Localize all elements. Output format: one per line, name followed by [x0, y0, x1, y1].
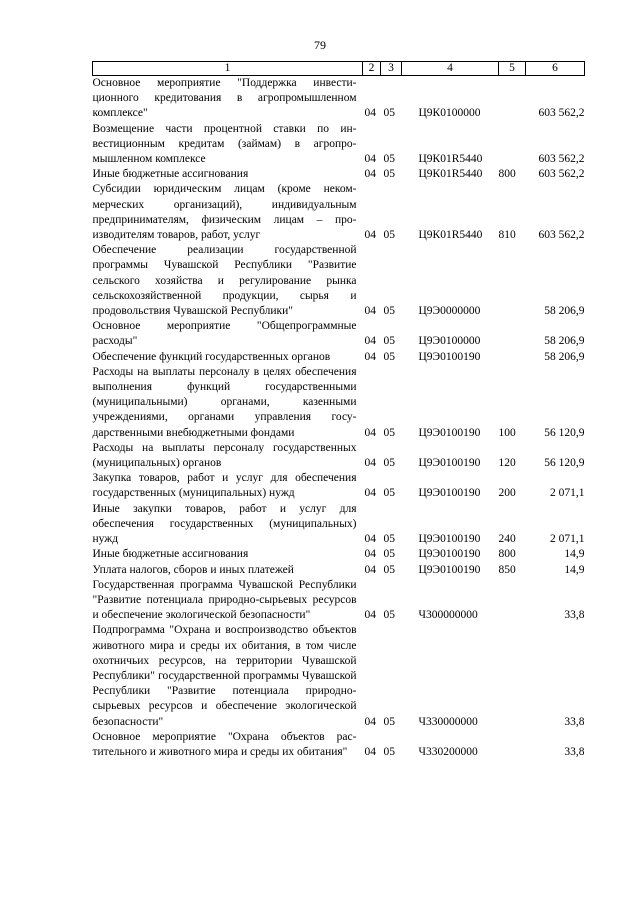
row-target-article: Ч300000000 — [418, 609, 478, 622]
row-amount: 33,8 — [564, 745, 585, 758]
row-subsection: 05 — [383, 609, 395, 622]
row-target-article: Ц9Э0100000 — [418, 335, 481, 348]
row-section: 04 — [364, 335, 376, 348]
table-row — [93, 76, 585, 122]
row-subsection: 05 — [383, 533, 395, 546]
row-expense-type — [499, 319, 526, 349]
row-target-article: Ц9Э0100190 — [418, 426, 481, 439]
row-name: Иные бюджетные ассигнования — [92, 168, 249, 181]
row-target-article: Ц9Э0100190 — [418, 563, 481, 576]
row-expense-type: 850 — [498, 563, 516, 576]
row-amount: 603 562,2 — [538, 107, 585, 120]
row-amount: 603 562,2 — [538, 168, 585, 181]
table-row — [93, 502, 585, 548]
header-cell-subsection: 3 — [381, 62, 402, 76]
row-expense-type — [499, 243, 526, 319]
row-subsection: 05 — [383, 335, 395, 348]
row-amount: 58 206,9 — [544, 335, 585, 348]
table-row — [93, 167, 585, 182]
row-section: 04 — [364, 350, 376, 363]
row-amount: 2 071,1 — [550, 533, 585, 546]
row-expense-type — [499, 623, 526, 729]
row-expense-type: 800 — [498, 168, 516, 181]
row-name: Подпрограмма "Охрана и воспроизводство объектов животного мира и среды их обитания, в том числе охотничьих ресурсов, на территории Чувашской Республики" государственной программы Чувашской Республики "Развитие потенциала природно-сырьевых ресурсов и обеспечение экологической безопасности" — [92, 624, 357, 728]
row-subsection: 05 — [383, 745, 395, 758]
row-name: Обеспечение функций государственных органов — [92, 350, 331, 363]
page-number: 79 — [314, 38, 326, 52]
row-name: Основное мероприятие "Охрана объектов растительного и животного мира и среды их обитания" — [92, 730, 357, 758]
row-amount: 603 562,2 — [538, 153, 585, 166]
row-subsection: 05 — [383, 305, 395, 318]
row-name: Возмещение части процентной ставки по инвестиционным кредитам (займам) в агропромышленном комплексе — [92, 122, 357, 166]
row-target-article: Ц9К01R5440 — [418, 229, 483, 242]
row-amount: 58 206,9 — [544, 305, 585, 318]
row-target-article: Ч330200000 — [418, 745, 478, 758]
row-expense-type: 100 — [498, 426, 516, 439]
table-row — [93, 365, 585, 441]
row-section: 04 — [364, 715, 376, 728]
row-subsection: 05 — [383, 229, 395, 242]
row-section: 04 — [364, 533, 376, 546]
row-subsection: 05 — [383, 350, 395, 363]
row-name: Основное мероприятие "Поддержка инвестиционного кредитования в агропромышленном комплексе" — [92, 77, 357, 120]
header-cell-expense-type: 5 — [499, 62, 526, 76]
row-target-article: Ц9К01R5440 — [418, 153, 483, 166]
row-subsection: 05 — [383, 426, 395, 439]
row-subsection: 05 — [383, 107, 395, 120]
row-target-article: Ц9Э0000000 — [418, 305, 481, 318]
table-row — [93, 350, 585, 365]
row-name: Основное мероприятие "Общепрограммные расходы" — [92, 320, 357, 348]
row-target-article: Ч330000000 — [418, 715, 478, 728]
row-name: Государственная программа Чувашской Республики "Развитие потенциала природно-сырьевых ресурсов и обеспечение экологической безопасности" — [92, 578, 357, 622]
row-target-article: Ц9Э0100190 — [418, 548, 481, 561]
row-expense-type: 800 — [498, 548, 516, 561]
row-subsection: 05 — [383, 153, 395, 166]
row-subsection: 05 — [383, 487, 395, 500]
budget-table — [92, 61, 585, 760]
row-subsection: 05 — [383, 548, 395, 561]
row-subsection: 05 — [383, 168, 395, 181]
row-name: Расходы на выплаты персоналу государственных (муниципальных) органов — [92, 441, 357, 470]
header-cell-amount: 6 — [526, 62, 585, 76]
row-expense-type: 200 — [498, 487, 516, 500]
table-row — [93, 730, 585, 760]
row-amount: 56 120,9 — [544, 457, 585, 470]
row-section: 04 — [364, 487, 376, 500]
row-amount: 33,8 — [564, 609, 585, 622]
row-expense-type: 120 — [498, 457, 516, 470]
row-expense-type — [499, 350, 526, 365]
row-section: 04 — [364, 426, 376, 439]
row-section: 04 — [364, 457, 376, 470]
row-expense-type — [499, 578, 526, 624]
row-target-article: Ц9Э0100190 — [418, 533, 481, 546]
row-section: 04 — [364, 107, 376, 120]
row-target-article: Ц9Э0100190 — [418, 350, 481, 363]
row-expense-type — [499, 122, 526, 168]
row-expense-type — [499, 730, 526, 760]
row-target-article: Ц9Э0100190 — [418, 457, 481, 470]
row-expense-type: 810 — [498, 229, 516, 242]
table-row — [93, 441, 585, 471]
row-subsection: 05 — [383, 563, 395, 576]
row-amount: 2 071,1 — [550, 487, 585, 500]
row-subsection: 05 — [383, 715, 395, 728]
row-target-article: Ц9Э0100190 — [418, 487, 481, 500]
header-cell-name: 1 — [93, 62, 363, 76]
row-section: 04 — [364, 745, 376, 758]
row-name: Иные бюджетные ассигнования — [92, 548, 249, 561]
row-subsection: 05 — [383, 457, 395, 470]
header-cell-section: 2 — [363, 62, 381, 76]
table-row — [93, 182, 585, 243]
table-row — [93, 623, 585, 729]
row-amount: 603 562,2 — [538, 229, 585, 242]
row-name: Расходы на выплаты персоналу в целях обеспечения выполнения функций государственными (муниципальными) органами, казенными учреждениями, органами управления государственными внебюджетными фондами — [92, 365, 357, 439]
row-section: 04 — [364, 168, 376, 181]
row-section: 04 — [364, 305, 376, 318]
table-row — [93, 243, 585, 319]
row-section: 04 — [364, 548, 376, 561]
row-name: Обеспечение реализации государственной программы Чувашской Республики "Развитие сельского хозяйства и регулирование рынка сельскохозяйственной продукции, сырья и продовольствия Чувашской Республики" — [92, 244, 357, 318]
row-name: Уплата налогов, сборов и иных платежей — [92, 563, 294, 576]
row-target-article: Ц9К0100000 — [418, 107, 481, 120]
row-name: Субсидии юридическим лицам (кроме некоммерческих организаций), индивидуальным предпринимателям, физическим лицам – производителям товаров, работ, услуг — [92, 183, 357, 242]
table-row — [93, 319, 585, 349]
row-amount: 14,9 — [564, 548, 585, 561]
row-amount: 33,8 — [564, 715, 585, 728]
row-amount: 56 120,9 — [544, 426, 585, 439]
table-row — [93, 122, 585, 168]
row-name: Иные закупки товаров, работ и услуг для обеспечения государственных (муниципальных) нужд — [92, 502, 357, 546]
row-amount: 58 206,9 — [544, 350, 585, 363]
table-row — [93, 563, 585, 578]
table-row — [93, 578, 585, 624]
row-name: Закупка товаров, работ и услуг для обеспечения государственных (муниципальных) нужд — [92, 472, 357, 500]
row-section: 04 — [364, 609, 376, 622]
row-section: 04 — [364, 153, 376, 166]
row-expense-type: 240 — [498, 533, 516, 546]
row-section: 04 — [364, 229, 376, 242]
row-target-article: Ц9К01R5440 — [418, 168, 483, 181]
table-row — [93, 547, 585, 562]
row-amount: 14,9 — [564, 563, 585, 576]
row-section: 04 — [364, 563, 376, 576]
table-row — [93, 471, 585, 501]
header-row — [93, 62, 585, 76]
row-expense-type — [499, 76, 526, 122]
header-cell-target-article: 4 — [402, 62, 499, 76]
